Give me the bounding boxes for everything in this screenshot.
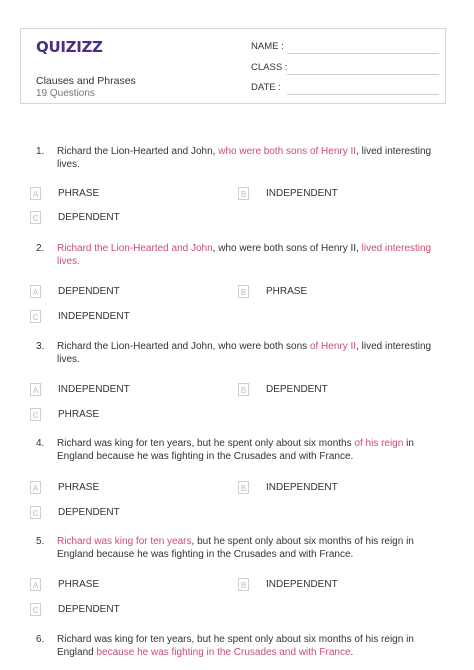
- option-letter-box: C: [30, 211, 41, 224]
- question-text-part: , but he spent only about six months of his reign in England because he was fighting in the Crusades and with France.: [57, 536, 414, 560]
- option-letter-box: C: [30, 603, 41, 616]
- question-text: [57, 340, 437, 366]
- question-count: 19 Questions: [36, 88, 95, 99]
- name-label: NAME :: [251, 41, 284, 52]
- question-number: 3.: [36, 341, 45, 352]
- question-text-part: Richard was king for ten years, but he spent only about six months of his reign in England: [57, 634, 414, 658]
- question-text-part: in England because he was fighting in the Crusades and with France.: [57, 438, 414, 462]
- option-label: INDEPENDENT: [266, 579, 338, 590]
- option-letter-box: A: [30, 187, 41, 200]
- worksheet-title: Clauses and Phrases: [36, 75, 136, 87]
- question-number: 6.: [36, 634, 45, 645]
- option-letter-box: B: [238, 285, 249, 298]
- option-label: DEPENDENT: [58, 286, 120, 297]
- question-text-part: .: [350, 647, 354, 658]
- option-letter-box: A: [30, 481, 41, 494]
- option-label: DEPENDENT: [58, 507, 120, 518]
- option-label: PHRASE: [58, 188, 100, 199]
- question-text-part: Richard the Lion-Hearted and John,: [57, 146, 219, 157]
- option-label: INDEPENDENT: [266, 482, 338, 493]
- highlighted-text: of Henry II: [309, 341, 357, 352]
- question-number: 1.: [36, 146, 45, 157]
- class-field[interactable]: [287, 74, 439, 75]
- question-number: 4.: [36, 438, 45, 449]
- question-text: [57, 242, 437, 268]
- date-field[interactable]: [287, 94, 439, 95]
- question-number: 2.: [36, 243, 45, 254]
- highlighted-text: because he was fighting in the Crusades and with France: [96, 647, 351, 658]
- option-label: INDEPENDENT: [266, 188, 338, 199]
- option-letter-box: C: [30, 506, 41, 519]
- class-label: CLASS :: [251, 62, 288, 73]
- name-field[interactable]: [287, 53, 439, 54]
- option-letter-box: B: [238, 383, 249, 396]
- option-label: PHRASE: [266, 286, 308, 297]
- option-label: DEPENDENT: [58, 604, 120, 615]
- worksheet-header: [20, 28, 446, 104]
- option-letter-box: A: [30, 578, 41, 591]
- option-label: INDEPENDENT: [58, 384, 130, 395]
- option-letter-box: A: [30, 285, 41, 298]
- question-text-part: , lived interesting lives.: [57, 146, 432, 170]
- question-text: [57, 535, 437, 561]
- option-letter-box: B: [238, 481, 249, 494]
- highlighted-text: of his reign: [354, 438, 404, 449]
- option-label: PHRASE: [58, 579, 100, 590]
- highlighted-text: lived interesting lives.: [57, 243, 432, 267]
- question-text-part: Richard the Lion-Hearted and John, who were both sons: [57, 341, 310, 352]
- question-number: 5.: [36, 536, 45, 547]
- option-label: DEPENDENT: [266, 384, 328, 395]
- option-letter-box: A: [30, 383, 41, 396]
- option-label: DEPENDENT: [58, 212, 120, 223]
- option-label: PHRASE: [58, 409, 100, 420]
- option-letter-box: C: [30, 310, 41, 323]
- option-letter-box: C: [30, 408, 41, 421]
- highlighted-text: Richard the Lion-Hearted and John: [57, 243, 213, 254]
- option-label: INDEPENDENT: [58, 311, 130, 322]
- highlighted-text: Richard was king for ten years: [57, 536, 192, 547]
- highlighted-text: who were both sons of Henry II: [218, 146, 357, 157]
- quizizz-logo: QUIZIZZ: [36, 38, 103, 56]
- question-text: [57, 145, 437, 171]
- option-letter-box: B: [238, 578, 249, 591]
- question-text-part: , lived interesting lives.: [57, 341, 432, 365]
- question-text-part: Richard was king for ten years, but he spent only about six months: [57, 438, 355, 449]
- question-text-part: , who were both sons of Henry II,: [212, 243, 362, 254]
- question-text: [57, 437, 437, 463]
- question-text: [57, 633, 437, 659]
- date-label: DATE :: [251, 82, 281, 93]
- option-letter-box: B: [238, 187, 249, 200]
- option-label: PHRASE: [58, 482, 100, 493]
